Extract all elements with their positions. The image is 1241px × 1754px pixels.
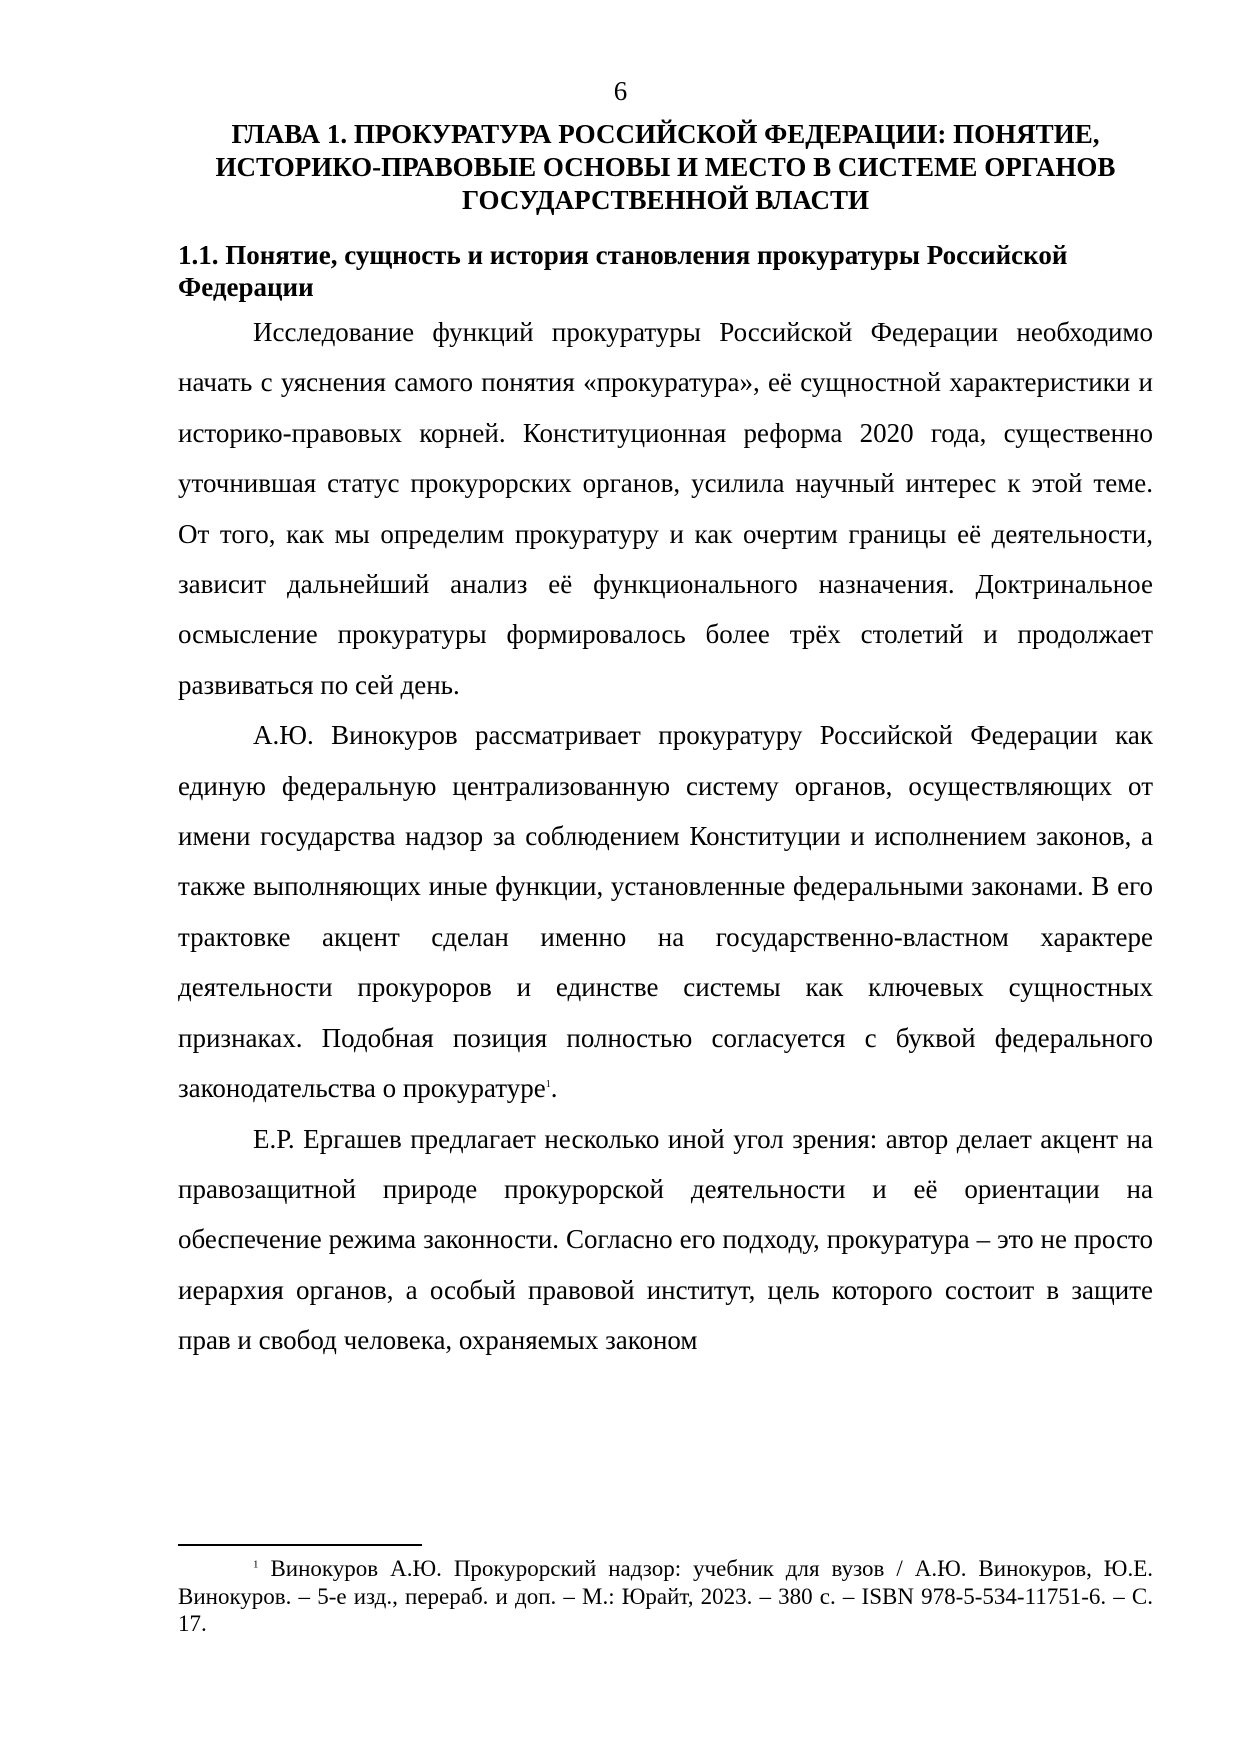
chapter-title: ГЛАВА 1. ПРОКУРАТУРА РОССИЙСКОЙ ФЕДЕРАЦИИ: ПОНЯТИЕ, ИСТОРИКО-ПРАВОВЫЕ ОСНОВЫ И МЕСТО В СИСТЕМЕ ОРГАНОВ ГОСУДАРСТВЕННОЙ ВЛАСТИ <box>215 119 1116 215</box>
paragraph-2 <box>178 710 1153 1113</box>
footnote <box>178 1555 1153 1638</box>
footnote-reference[interactable]: 1 <box>545 1079 551 1091</box>
paragraph-2-text: А.Ю. Винокуров рассматривает прокуратуру Российской Федерации как единую федеральную централизованную систему органов, осуществляющих от имени государства надзор за соблюдением Конституции и исполнением законов, а также выполняющих иные функции, установленные федеральными законами. В его трактовке акцент сделан именно на государственно-властном характере деятельности прокуроров и единстве системы как ключевых сущностных признаках. Подобная позиция полностью согласуется с буквой федерального законодательства о прокуратуре <box>178 720 1153 1104</box>
page-body <box>178 118 1153 1366</box>
footnote-separator <box>178 1544 422 1546</box>
paragraph-1: Исследование функций прокуратуры Российской Федерации необходимо начать с уяснения самого понятия «прокуратура», её сущностной характеристики и историко-правовых корней. Конституционная реформа 2020 года, существенно уточнившая статус прокурорских органов, усилила научный интерес к этой теме. От того, как мы определим прокуратуру и как очертим границы её деятельности, зависит дальнейший анализ её функционального назначения. Доктринальное осмысление прокуратуры формировалось более трёх столетий и продолжает развиваться по сей день. <box>178 317 1153 700</box>
paragraph-3: Е.Р. Ергашев предлагает несколько иной угол зрения: автор делает акцент на правозащитной природе прокурорской деятельности и её ориентации на обеспечение режима законности. Согласно его подходу, прокуратура – это не просто иерархия органов, а особый правовой институт, цель которого состоит в защите прав и свобод человека, охраняемых законом <box>178 1123 1153 1356</box>
footnote-text: Винокуров А.Ю. Прокурорский надзор: учебник для вузов / А.Ю. Винокуров, Ю.Е. Винокуров. – 5-е изд., перераб. и доп. – М.: Юрайт, 2023. – 380 с. – ISBN 978-5-534-11751-6. – С. 17. <box>178 1556 1153 1636</box>
paragraph-2-tail: . <box>550 1073 558 1104</box>
footnote-marker: 1 <box>253 1558 259 1571</box>
page-number: 6 <box>613 76 628 106</box>
section-title: 1.1. Понятие, сущность и история становления прокуратуры Российской Федерации <box>178 240 1068 302</box>
